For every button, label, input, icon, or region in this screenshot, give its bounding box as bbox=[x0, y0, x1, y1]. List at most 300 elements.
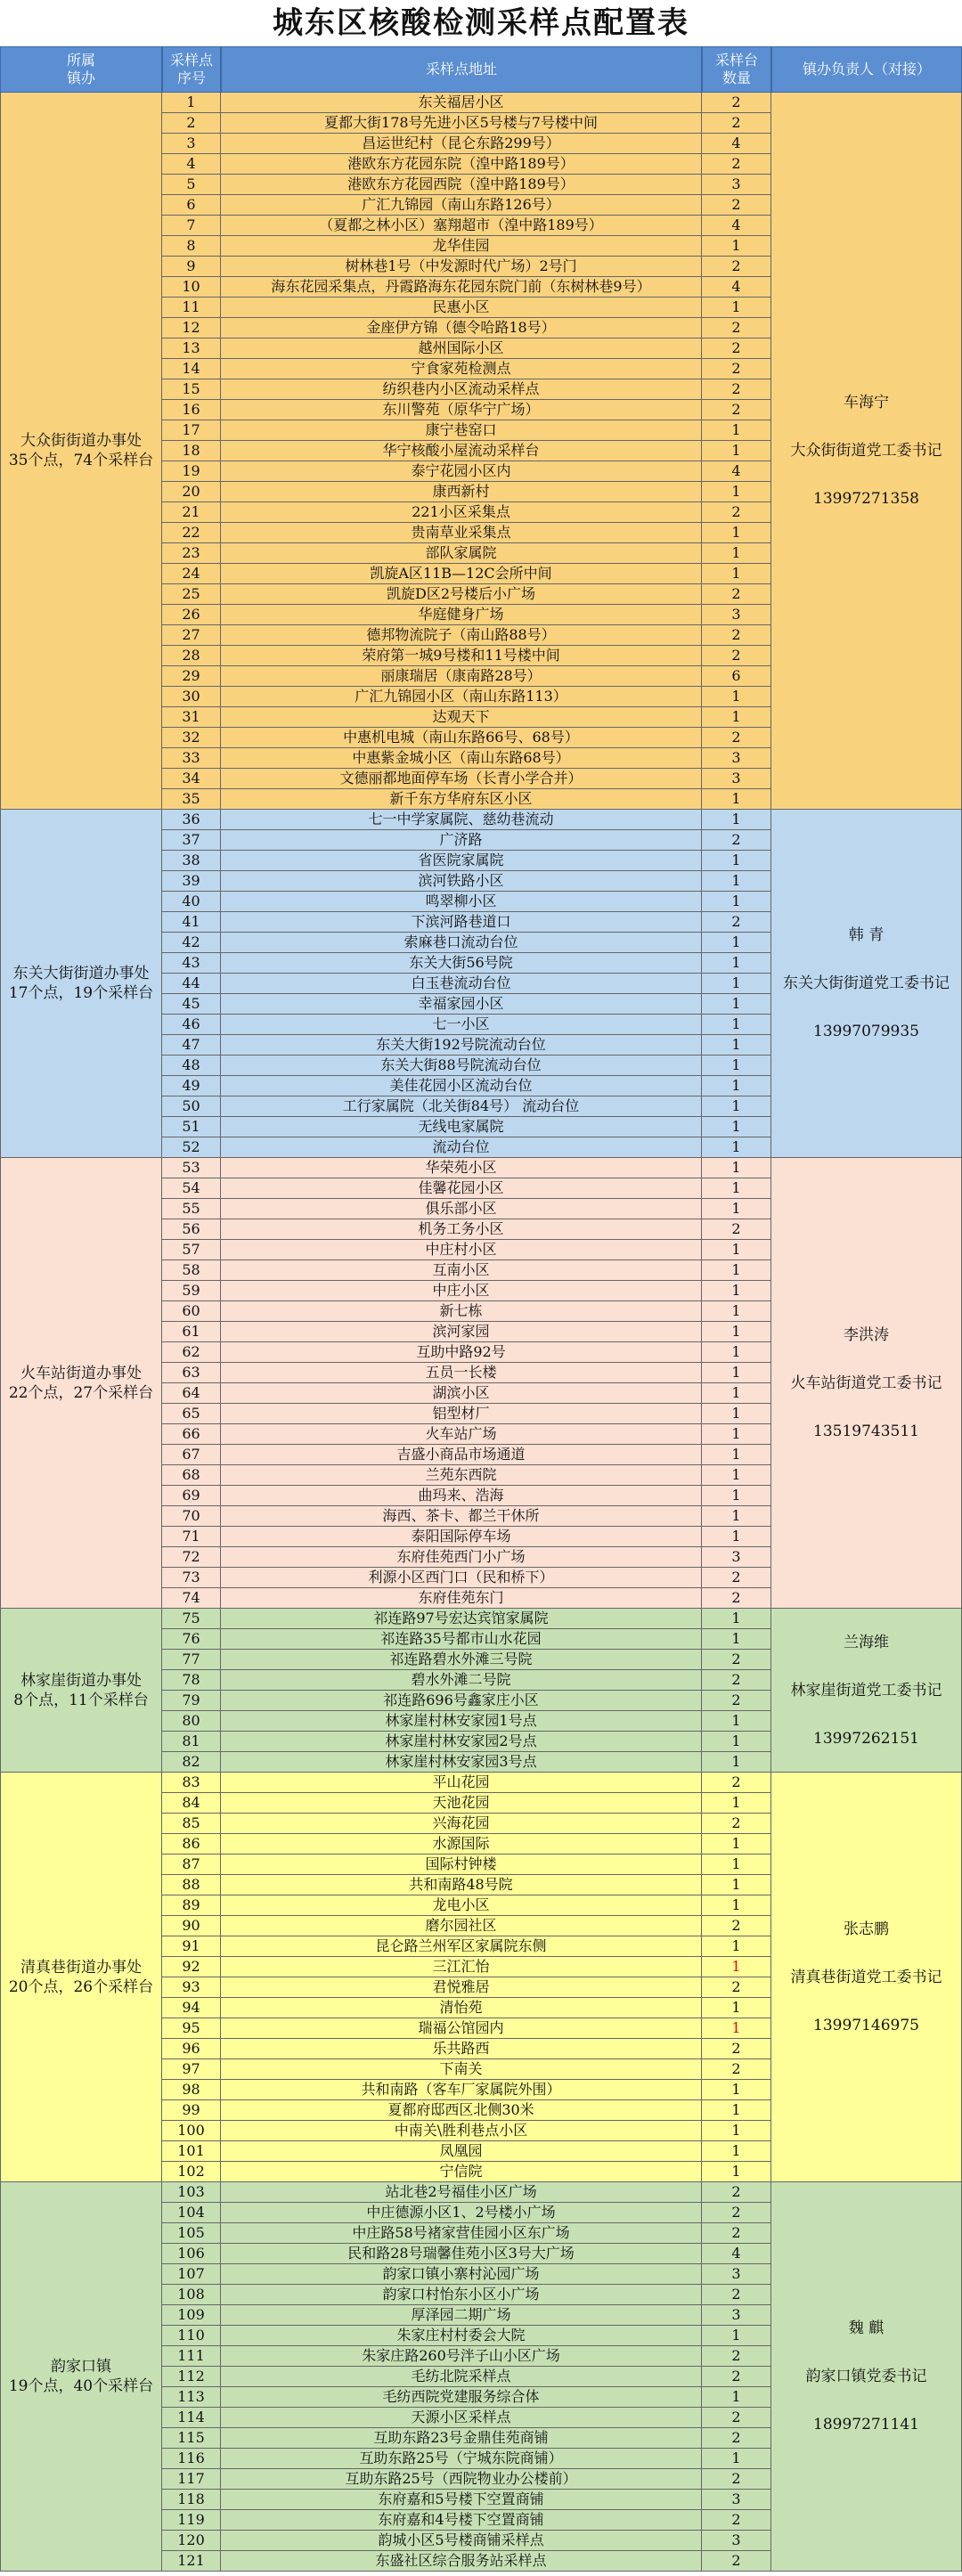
row-address: 中南关\胜利巷点小区 bbox=[221, 2121, 702, 2141]
row-address: 毛纺北院采样点 bbox=[221, 2367, 702, 2387]
row-seq: 77 bbox=[162, 1650, 221, 1670]
row-address: 兰苑东西院 bbox=[221, 1465, 702, 1486]
row-seq: 86 bbox=[162, 1834, 221, 1855]
row-address: 华庭健身广场 bbox=[221, 605, 702, 625]
row-count: 1 bbox=[702, 2100, 771, 2121]
row-count: 2 bbox=[702, 625, 771, 646]
row-count: 2 bbox=[702, 2551, 771, 2572]
contact-cell bbox=[771, 2182, 962, 2572]
contact-title: 林家崖街道党工委书记 bbox=[790, 1681, 942, 1700]
row-address: 俱乐部小区 bbox=[221, 1199, 702, 1219]
row-seq: 25 bbox=[162, 584, 221, 605]
row-seq: 113 bbox=[162, 2387, 221, 2408]
row-count: 3 bbox=[702, 2490, 771, 2510]
row-seq: 57 bbox=[162, 1240, 221, 1260]
row-count: 2 bbox=[702, 584, 771, 605]
row-address: 华荣苑小区 bbox=[221, 1158, 702, 1178]
row-count: 1 bbox=[702, 1404, 771, 1424]
sample-point-table bbox=[0, 46, 962, 2576]
row-address: 铝型材厂 bbox=[221, 1404, 702, 1424]
row-count: 1 bbox=[702, 2121, 771, 2141]
row-seq: 32 bbox=[162, 728, 221, 748]
row-seq: 72 bbox=[162, 1547, 221, 1568]
row-address: 林家崖村林安家园3号点 bbox=[221, 1752, 702, 1773]
row-seq: 60 bbox=[162, 1301, 221, 1322]
row-count: 4 bbox=[702, 461, 771, 482]
row-count: 6 bbox=[702, 666, 771, 687]
row-address: 文德丽都地面停车场（长青小学合并） bbox=[221, 769, 702, 789]
row-seq: 102 bbox=[162, 2162, 221, 2182]
row-count: 1 bbox=[702, 1035, 771, 1056]
row-seq: 41 bbox=[162, 912, 221, 933]
row-address: 幸福家园小区 bbox=[221, 994, 702, 1015]
row-count: 1 bbox=[702, 1855, 771, 1875]
row-address: 东府佳苑东门 bbox=[221, 1588, 702, 1609]
row-address: 东关大街192号院流动台位 bbox=[221, 1035, 702, 1056]
row-address: 清怡苑 bbox=[221, 1998, 702, 2018]
row-count: 3 bbox=[702, 748, 771, 769]
contact-name: 车海宁 bbox=[844, 394, 889, 412]
row-count: 1 bbox=[702, 1178, 771, 1199]
row-address: 韵家口村怡东小区小广场 bbox=[221, 2285, 702, 2305]
row-address: 港欧东方花园西院（湟中路189号） bbox=[221, 175, 702, 195]
row-address: 水源国际 bbox=[221, 1834, 702, 1855]
row-count: 2 bbox=[702, 359, 771, 379]
row-seq: 82 bbox=[162, 1752, 221, 1773]
row-seq: 48 bbox=[162, 1056, 221, 1076]
row-seq: 119 bbox=[162, 2510, 221, 2531]
row-address: 东府佳苑西门小广场 bbox=[221, 1547, 702, 1568]
row-seq: 54 bbox=[162, 1178, 221, 1199]
row-count: 3 bbox=[702, 1547, 771, 1568]
row-seq: 52 bbox=[162, 1137, 221, 1158]
contact-cell bbox=[771, 93, 962, 810]
row-count: 1 bbox=[702, 707, 771, 728]
row-count: 1 bbox=[702, 1752, 771, 1773]
row-count: 2 bbox=[702, 2285, 771, 2305]
row-seq: 80 bbox=[162, 1711, 221, 1732]
row-count: 3 bbox=[702, 2305, 771, 2326]
row-address: 民和路28号瑞馨佳苑小区3号大广场 bbox=[221, 2244, 702, 2264]
row-address: 君悦雅居 bbox=[221, 1977, 702, 1998]
row-address: 东关大街88号院流动台位 bbox=[221, 1056, 702, 1076]
row-address: 荣府第一城9号楼和11号楼中间 bbox=[221, 646, 702, 666]
row-address: 白玉巷流动台位 bbox=[221, 974, 702, 994]
row-address: 越州国际小区 bbox=[221, 338, 702, 359]
row-count: 2 bbox=[702, 2059, 771, 2080]
row-seq: 66 bbox=[162, 1424, 221, 1445]
row-count: 1 bbox=[702, 1793, 771, 1814]
row-seq: 16 bbox=[162, 400, 221, 420]
header-contact: 镇办负责人（对接） bbox=[771, 46, 962, 93]
row-count: 2 bbox=[702, 2469, 771, 2490]
row-address: 广汇九锦园小区（南山东路113） bbox=[221, 687, 702, 707]
row-seq: 56 bbox=[162, 1219, 221, 1240]
row-count: 1 bbox=[702, 1240, 771, 1260]
row-seq: 105 bbox=[162, 2223, 221, 2244]
row-address: （夏都之林小区）塞翔超市（湟中路189号） bbox=[221, 216, 702, 236]
row-count: 1 bbox=[702, 2162, 771, 2182]
row-count: 1 bbox=[702, 543, 771, 564]
row-count: 1 bbox=[702, 1486, 771, 1506]
row-address: 互助东路25号（宁城东院商铺） bbox=[221, 2449, 702, 2469]
row-seq: 8 bbox=[162, 236, 221, 257]
row-count: 1 bbox=[702, 1342, 771, 1363]
row-seq: 49 bbox=[162, 1076, 221, 1096]
row-address: 三江汇怡 bbox=[221, 1957, 702, 1977]
row-seq: 29 bbox=[162, 666, 221, 687]
row-count: 1 bbox=[702, 482, 771, 502]
row-count: 1 bbox=[702, 953, 771, 974]
row-seq: 19 bbox=[162, 461, 221, 482]
header-address: 采样点地址 bbox=[221, 46, 702, 93]
row-seq: 71 bbox=[162, 1527, 221, 1547]
row-address: 鸣翠柳小区 bbox=[221, 892, 702, 912]
row-seq: 27 bbox=[162, 625, 221, 646]
row-address: 无线电家属院 bbox=[221, 1117, 702, 1137]
contact-name: 兰海维 bbox=[844, 1633, 889, 1651]
row-count: 2 bbox=[702, 2346, 771, 2367]
row-seq: 121 bbox=[162, 2551, 221, 2572]
row-address: 祁连路696号鑫家庄小区 bbox=[221, 1691, 702, 1711]
row-count: 2 bbox=[702, 1916, 771, 1936]
row-address: 下南关 bbox=[221, 2059, 702, 2080]
row-seq: 98 bbox=[162, 2080, 221, 2100]
row-count: 1 bbox=[702, 1056, 771, 1076]
row-address: 天源小区采样点 bbox=[221, 2408, 702, 2428]
row-count: 1 bbox=[702, 2449, 771, 2469]
row-count: 1 bbox=[702, 892, 771, 912]
contact-phone: 13519743511 bbox=[813, 1422, 919, 1440]
row-seq: 30 bbox=[162, 687, 221, 707]
row-address: 凯旋D区2号楼后小广场 bbox=[221, 584, 702, 605]
row-seq: 45 bbox=[162, 994, 221, 1015]
row-seq: 92 bbox=[162, 1957, 221, 1977]
row-address: 国际村钟楼 bbox=[221, 1855, 702, 1875]
row-count: 1 bbox=[702, 1301, 771, 1322]
row-count: 1 bbox=[702, 420, 771, 441]
row-seq: 61 bbox=[162, 1322, 221, 1342]
row-seq: 3 bbox=[162, 134, 221, 154]
row-address: 祁连路35号都市山水花园 bbox=[221, 1629, 702, 1650]
contact-title: 韵家口镇党委书记 bbox=[805, 2368, 927, 2385]
row-seq: 112 bbox=[162, 2367, 221, 2387]
row-seq: 79 bbox=[162, 1691, 221, 1711]
row-count: 1 bbox=[702, 1158, 771, 1178]
row-seq: 37 bbox=[162, 830, 221, 851]
town-cell: 火车站街道办事处 22个点，27个采样台 bbox=[0, 1158, 162, 1609]
contact-title: 清真巷街道党工委书记 bbox=[790, 1968, 942, 1986]
row-count: 4 bbox=[702, 277, 771, 298]
row-seq: 6 bbox=[162, 195, 221, 216]
row-count: 2 bbox=[702, 2408, 771, 2428]
row-count: 1 bbox=[702, 994, 771, 1015]
row-address: 德邦物流院子（南山路88号） bbox=[221, 625, 702, 646]
row-count: 1 bbox=[702, 523, 771, 543]
row-count: 2 bbox=[702, 1691, 771, 1711]
row-count: 2 bbox=[702, 1977, 771, 1998]
row-seq: 70 bbox=[162, 1506, 221, 1527]
row-seq: 43 bbox=[162, 953, 221, 974]
row-count: 1 bbox=[702, 1732, 771, 1752]
row-seq: 39 bbox=[162, 871, 221, 892]
row-seq: 84 bbox=[162, 1793, 221, 1814]
row-count: 1 bbox=[702, 871, 771, 892]
row-address: 兴海花园 bbox=[221, 1814, 702, 1834]
row-address: 瑞福公馆园内 bbox=[221, 2018, 702, 2039]
row-seq: 65 bbox=[162, 1404, 221, 1424]
row-count: 2 bbox=[702, 728, 771, 748]
row-count: 2 bbox=[702, 646, 771, 666]
row-address: 碧水外滩二号院 bbox=[221, 1670, 702, 1691]
row-seq: 104 bbox=[162, 2203, 221, 2223]
row-count: 1 bbox=[702, 236, 771, 257]
row-seq: 22 bbox=[162, 523, 221, 543]
row-address: 美佳花园小区流动台位 bbox=[221, 1076, 702, 1096]
row-address: 贵南草业采集点 bbox=[221, 523, 702, 543]
row-count: 1 bbox=[702, 1527, 771, 1547]
row-seq: 114 bbox=[162, 2408, 221, 2428]
row-seq: 110 bbox=[162, 2326, 221, 2346]
row-count: 1 bbox=[702, 2141, 771, 2162]
row-seq: 89 bbox=[162, 1895, 221, 1916]
contact-cell bbox=[771, 1773, 962, 2182]
row-address: 树林巷1号（中发源时代广场）2号门 bbox=[221, 257, 702, 277]
row-address: 夏都府邸西区北侧30米 bbox=[221, 2100, 702, 2121]
row-address: 丽康瑞居（康南路28号） bbox=[221, 666, 702, 687]
row-count: 2 bbox=[702, 1814, 771, 1834]
row-seq: 35 bbox=[162, 789, 221, 810]
row-address: 康宁巷窑口 bbox=[221, 420, 702, 441]
row-address: 凤凰园 bbox=[221, 2141, 702, 2162]
row-count: 4 bbox=[702, 216, 771, 236]
row-seq: 108 bbox=[162, 2285, 221, 2305]
row-seq: 63 bbox=[162, 1363, 221, 1383]
row-count: 3 bbox=[702, 2264, 771, 2285]
row-address: 221小区采集点 bbox=[221, 502, 702, 523]
row-count: 2 bbox=[702, 830, 771, 851]
row-seq: 42 bbox=[162, 933, 221, 953]
row-address: 东关福居小区 bbox=[221, 93, 702, 113]
row-seq: 76 bbox=[162, 1629, 221, 1650]
row-seq: 90 bbox=[162, 1916, 221, 1936]
row-address: 中庄路58号褚家营佳园小区东广场 bbox=[221, 2223, 702, 2244]
row-count: 1 bbox=[702, 1506, 771, 1527]
row-address: 中庄小区 bbox=[221, 1281, 702, 1301]
row-seq: 64 bbox=[162, 1383, 221, 1404]
row-address: 纺织巷内小区流动采样点 bbox=[221, 379, 702, 400]
row-address: 康西新村 bbox=[221, 482, 702, 502]
contact-phone: 13997262151 bbox=[813, 1729, 919, 1748]
row-seq: 9 bbox=[162, 257, 221, 277]
row-count: 2 bbox=[702, 2039, 771, 2059]
row-seq: 15 bbox=[162, 379, 221, 400]
row-count: 1 bbox=[702, 441, 771, 461]
row-count: 2 bbox=[702, 2367, 771, 2387]
row-count: 1 bbox=[702, 1711, 771, 1732]
row-seq: 26 bbox=[162, 605, 221, 625]
row-address: 泰宁花园小区内 bbox=[221, 461, 702, 482]
row-address: 平山花园 bbox=[221, 1773, 702, 1793]
row-count: 2 bbox=[702, 1773, 771, 1793]
row-seq: 81 bbox=[162, 1732, 221, 1752]
row-count: 1 bbox=[702, 974, 771, 994]
row-address: 宁信院 bbox=[221, 2162, 702, 2182]
row-seq: 50 bbox=[162, 1096, 221, 1117]
row-seq: 55 bbox=[162, 1199, 221, 1219]
row-address: 部队家属院 bbox=[221, 543, 702, 564]
row-count: 1 bbox=[702, 1609, 771, 1629]
row-count: 2 bbox=[702, 2223, 771, 2244]
row-address: 泰阳国际停车场 bbox=[221, 1527, 702, 1547]
row-count: 1 bbox=[702, 2018, 771, 2039]
row-address: 吉盛小商品市场通道 bbox=[221, 1445, 702, 1465]
contact-title: 大众街街道党工委书记 bbox=[790, 442, 942, 460]
row-address: 东盛社区综合服务站采样点 bbox=[221, 2551, 702, 2572]
row-count: 2 bbox=[702, 93, 771, 113]
row-seq: 99 bbox=[162, 2100, 221, 2121]
row-address: 东府嘉和5号楼下空置商铺 bbox=[221, 2490, 702, 2510]
row-count: 1 bbox=[702, 1117, 771, 1137]
row-address: 中庄德源小区1、2号楼小广场 bbox=[221, 2203, 702, 2223]
row-seq: 118 bbox=[162, 2490, 221, 2510]
row-address: 海西、茶卡、都兰干休所 bbox=[221, 1506, 702, 1527]
row-seq: 1 bbox=[162, 93, 221, 113]
row-address: 共和南路48号院 bbox=[221, 1875, 702, 1895]
contact-cell bbox=[771, 1158, 962, 1609]
row-address: 新千东方华府东区小区 bbox=[221, 789, 702, 810]
contact-phone: 13997146975 bbox=[813, 2016, 919, 2034]
row-seq: 101 bbox=[162, 2141, 221, 2162]
row-count: 2 bbox=[702, 1650, 771, 1670]
row-seq: 34 bbox=[162, 769, 221, 789]
row-address: 曲玛来、浩海 bbox=[221, 1486, 702, 1506]
row-seq: 117 bbox=[162, 2469, 221, 2490]
row-count: 2 bbox=[702, 2510, 771, 2531]
row-seq: 78 bbox=[162, 1670, 221, 1691]
row-address: 索麻巷口流动台位 bbox=[221, 933, 702, 953]
row-count: 1 bbox=[702, 1076, 771, 1096]
row-seq: 93 bbox=[162, 1977, 221, 1998]
row-address: 达观天下 bbox=[221, 707, 702, 728]
row-count: 1 bbox=[702, 810, 771, 830]
row-seq: 53 bbox=[162, 1158, 221, 1178]
row-count: 2 bbox=[702, 502, 771, 523]
row-seq: 10 bbox=[162, 277, 221, 298]
row-seq: 85 bbox=[162, 1814, 221, 1834]
row-count: 1 bbox=[702, 1383, 771, 1404]
row-count: 1 bbox=[702, 1363, 771, 1383]
row-seq: 116 bbox=[162, 2449, 221, 2469]
row-seq: 96 bbox=[162, 2039, 221, 2059]
row-address: 互助东路23号金鼎佳苑商铺 bbox=[221, 2428, 702, 2449]
row-address: 站北巷2号福佳小区广场 bbox=[221, 2182, 702, 2203]
header-seq: 采样点 序号 bbox=[162, 46, 221, 93]
row-address: 祁连路97号宏达宾馆家属院 bbox=[221, 1609, 702, 1629]
row-seq: 46 bbox=[162, 1015, 221, 1035]
row-address: 东川警苑（原华宁广场） bbox=[221, 400, 702, 420]
row-address: 互助中路92号 bbox=[221, 1342, 702, 1363]
row-count: 1 bbox=[702, 1096, 771, 1117]
row-seq: 103 bbox=[162, 2182, 221, 2203]
row-address: 华宁核酸小屋流动采样台 bbox=[221, 441, 702, 461]
row-address: 下滨河路巷道口 bbox=[221, 912, 702, 933]
row-count: 1 bbox=[702, 1199, 771, 1219]
row-count: 1 bbox=[702, 1424, 771, 1445]
contact-name: 魏 麒 bbox=[848, 2319, 885, 2337]
row-seq: 62 bbox=[162, 1342, 221, 1363]
row-seq: 28 bbox=[162, 646, 221, 666]
row-seq: 7 bbox=[162, 216, 221, 236]
row-seq: 5 bbox=[162, 175, 221, 195]
row-address: 火车站广场 bbox=[221, 1424, 702, 1445]
contact-name: 李洪涛 bbox=[844, 1325, 889, 1344]
row-seq: 36 bbox=[162, 810, 221, 830]
row-address: 夏都大街178号先进小区5号楼与7号楼中间 bbox=[221, 113, 702, 134]
row-seq: 75 bbox=[162, 1609, 221, 1629]
row-count: 2 bbox=[702, 1568, 771, 1588]
row-count: 2 bbox=[702, 318, 771, 338]
row-seq: 2 bbox=[162, 113, 221, 134]
row-address: 五员一长楼 bbox=[221, 1363, 702, 1383]
row-address: 东关大街56号院 bbox=[221, 953, 702, 974]
row-seq: 33 bbox=[162, 748, 221, 769]
row-address: 滨河家园 bbox=[221, 1322, 702, 1342]
row-address: 机务工务小区 bbox=[221, 1219, 702, 1240]
row-address: 港欧东方花园东院（湟中路189号） bbox=[221, 154, 702, 175]
row-seq: 97 bbox=[162, 2059, 221, 2080]
row-address: 韵家口镇小寨村沁园广场 bbox=[221, 2264, 702, 2285]
row-count: 1 bbox=[702, 851, 771, 871]
row-address: 林家崖村林安家园1号点 bbox=[221, 1711, 702, 1732]
row-address: 广济路 bbox=[221, 830, 702, 851]
row-seq: 23 bbox=[162, 543, 221, 564]
row-count: 2 bbox=[702, 1219, 771, 1240]
row-seq: 91 bbox=[162, 1936, 221, 1957]
contact-phone: 13997271358 bbox=[813, 490, 919, 508]
row-address: 中庄村小区 bbox=[221, 1240, 702, 1260]
row-count: 4 bbox=[702, 134, 771, 154]
row-address: 广汇九锦园（南山东路126号） bbox=[221, 195, 702, 216]
row-count: 1 bbox=[702, 1260, 771, 1281]
row-count: 1 bbox=[702, 1322, 771, 1342]
row-address: 七一小区 bbox=[221, 1015, 702, 1035]
row-seq: 106 bbox=[162, 2244, 221, 2264]
row-seq: 17 bbox=[162, 420, 221, 441]
row-count: 2 bbox=[702, 2182, 771, 2203]
row-count: 1 bbox=[702, 2387, 771, 2408]
town-cell: 大众街街道办事处 35个点，74个采样台 bbox=[0, 93, 162, 810]
row-address: 七一中学家属院、慈幼巷流动 bbox=[221, 810, 702, 830]
town-cell: 清真巷街道办事处 20个点，26个采样台 bbox=[0, 1773, 162, 2182]
row-count: 1 bbox=[702, 1936, 771, 1957]
contact-name: 张志鹏 bbox=[844, 1920, 889, 1938]
row-seq: 107 bbox=[162, 2264, 221, 2285]
row-count: 1 bbox=[702, 1015, 771, 1035]
row-seq: 95 bbox=[162, 2018, 221, 2039]
row-address: 中惠机电城（南山东路66号、68号） bbox=[221, 728, 702, 748]
row-count: 3 bbox=[702, 175, 771, 195]
row-count: 2 bbox=[702, 1588, 771, 1609]
row-count: 2 bbox=[702, 195, 771, 216]
row-seq: 31 bbox=[162, 707, 221, 728]
row-count: 1 bbox=[702, 2326, 771, 2346]
row-address: 昆仑路兰州军区家属院东侧 bbox=[221, 1936, 702, 1957]
row-count: 3 bbox=[702, 605, 771, 625]
row-seq: 13 bbox=[162, 338, 221, 359]
row-count: 3 bbox=[702, 769, 771, 789]
row-address: 天池花园 bbox=[221, 1793, 702, 1814]
